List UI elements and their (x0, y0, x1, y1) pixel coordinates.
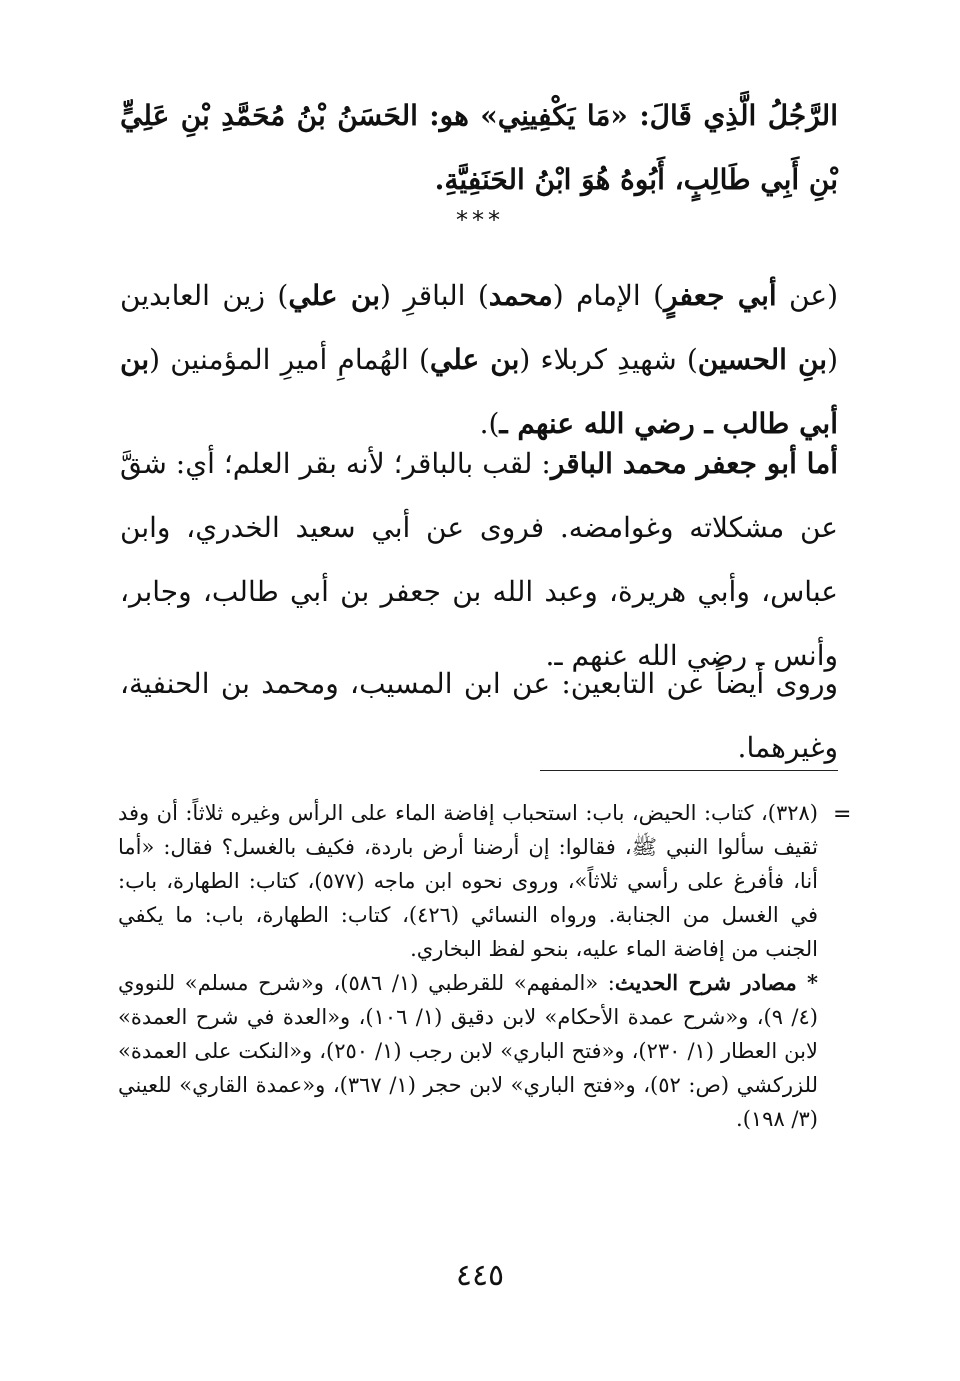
bold-lead: أما أبو جعفر محمد الباقر (550, 447, 838, 480)
page-number: ٤٤٥ (455, 1258, 505, 1293)
text-segment: ). (479, 407, 500, 440)
biography-paragraph (120, 432, 838, 688)
section-divider-stars: *** (456, 206, 504, 234)
narrator-name: بنِ الحسين (697, 343, 828, 376)
paragraph-text: وروى أيضاً عن التابعين: عن ابن المسيب، ومحمد بن الحنفية، وغيرهما. (120, 667, 838, 764)
footnote-separator-line (540, 770, 838, 771)
narrator-chain-paragraph (120, 264, 838, 456)
footnote-continuation-marker: = (833, 802, 852, 827)
text-segment: ) زين العابدين ( (120, 279, 839, 376)
narrator-name: بن علي (288, 279, 380, 312)
hadith-commentary-paragraph (120, 84, 838, 212)
text-segment: ) الهُمامِ أميرِ المؤمنين ( (149, 343, 430, 376)
narrator-name: بن علي (429, 343, 520, 376)
narrator-name: أبي جعفرٍ (664, 279, 777, 312)
paragraph-text: : لقب بالباقر؛ لأنه بقر العلم؛ أي: شقَّ عن مشكلاته وغوامضه. فروى عن أبي سعيد الخدري، وابن عباس، وأبي هريرة، وعبد الله بن جعفر بن أبي طالب، وجابر، وأنس ـ رضي الله عنهم ـ. (120, 447, 838, 672)
footnote-sources (118, 966, 818, 1136)
text-segment: (عن (776, 279, 838, 312)
text-segment: ) الإمام ( (552, 279, 665, 312)
tabiin-paragraph (120, 652, 838, 780)
narrator-name: محمد (488, 279, 553, 312)
text-segment: ) الباقرِ ( (380, 279, 489, 312)
footnote-text: (٣٢٨)، كتاب: الحيض، باب: استحباب إفاضة الماء على الرأس وغيره ثلاثاً: أن وفد ثقيف سألوا النبي ﷺ، فقالوا: إن أرضنا أرض باردة، فكيف بالغسل؟ فقال: «أما أنا، فأفرغ على رأسي ثلاثاً»، وروى نحوه ابن ماجه (٥٧٧)، كتاب: الطهارة، باب: في الغسل من الجنابة. ورواه النسائي (٤٢٦)، كتاب: الطهارة، باب: ما يكفي الجنب من إفاضة الماء عليه، بنحو لفظ البخاري. (118, 801, 819, 961)
paragraph-text: الرَّجُلُ الَّذِي قَالَ: «مَا يَكْفِينِي» هو: الحَسَنُ بْنُ مُحَمَّدِ بْنِ عَلِيٍّ بْنِ أَبِي طَالِبٍ، أَبُوهُ هُوَ ابْنُ الحَنَفِيَّةِ. (120, 99, 838, 196)
footnote-continuation (118, 796, 818, 966)
text-segment: ) شهيدِ كربلاء ( (519, 343, 698, 376)
footnote-text: : «المفهم» للقرطبي (١/ ٥٨٦)، و«شرح مسلم» للنووي (٤/ ٩)، و«شرح عمدة الأحكام» لابن دقيق (١/ ١٠٦)، و«العدة في شرح العمدة» لابن العطار (١/ ٢٣٠)، و«فتح الباري» لابن رجب (١/ ٢٥٠)، و«النكت على العمدة» للزركشي (ص: ٥٢)، و«فتح الباري» لابن حجر (١/ ٣٦٧)، و«عمدة القاري» للعيني (٣/ ١٩٨). (118, 971, 818, 1131)
bold-lead: * مصادر شرح الحديث (614, 970, 818, 995)
narrator-name: بن أبي طالب ـ رضي الله عنهم ـ (120, 343, 838, 440)
